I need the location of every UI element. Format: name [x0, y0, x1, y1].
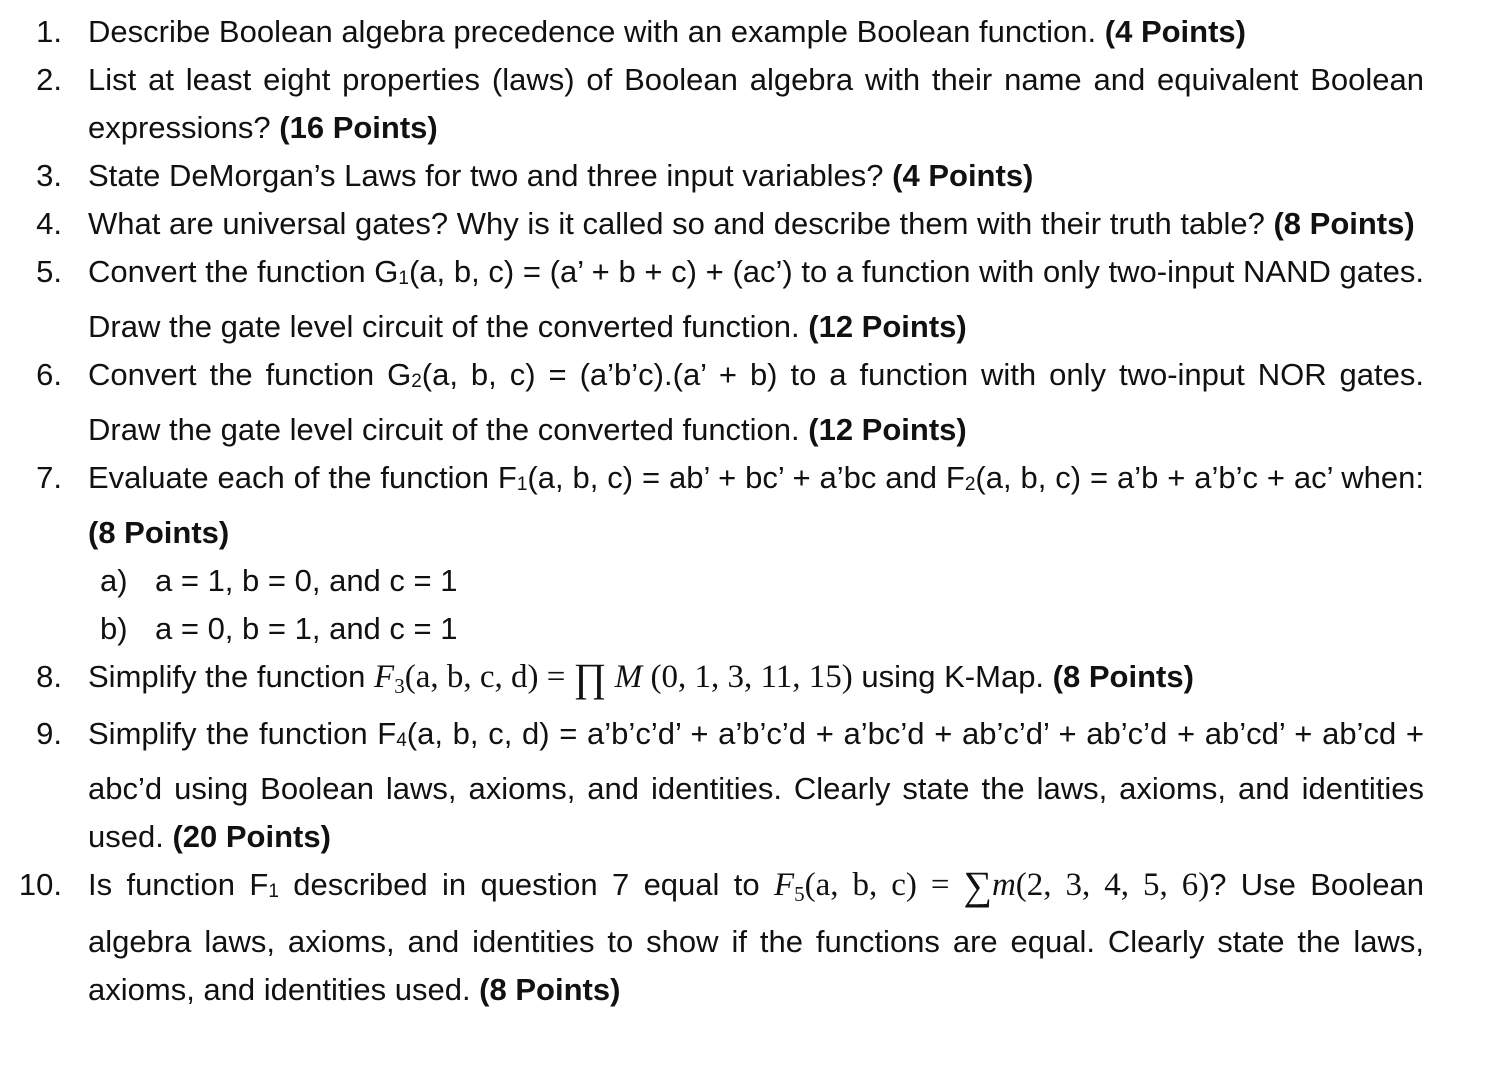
question-number: 4. [36, 206, 62, 241]
math-expression: 5 [794, 882, 805, 906]
question-list [0, 8, 1424, 1014]
question-2 [0, 56, 1424, 152]
question-9 [0, 710, 1424, 861]
question-number: 5. [36, 254, 62, 289]
math-expression: (a, b, c) = [804, 867, 964, 903]
sub-question-label: b) [100, 611, 128, 646]
question-6 [0, 351, 1424, 454]
question-number: 2. [36, 62, 62, 97]
math-expression: ∏ [573, 655, 607, 700]
math-expression: (0, 1, 3, 11, 15) [650, 659, 853, 695]
question-number: 10. [18, 867, 62, 902]
points-label: (8 Points) [88, 515, 230, 550]
question-text: Convert the function G [88, 254, 399, 289]
points-label: (8 Points) [1273, 206, 1415, 241]
math-expression: M [606, 659, 651, 695]
question-text: Is function F [88, 867, 269, 902]
points-label: (20 Points) [172, 819, 331, 854]
question-1 [0, 8, 1424, 56]
question-number: 8. [36, 659, 62, 694]
question-5 [0, 248, 1424, 351]
question-text: (a, b, c) = (a’ + b + c) + (ac’) to a function with only two-input NAND gates. Draw the gate level circuit of the converted function. [88, 254, 1424, 344]
question-text: using K-Map. [852, 659, 1053, 694]
question-text: List at least eight properties (laws) of Boolean algebra with their name and equivalent Boolean expressions? [88, 62, 1424, 145]
sub-question-a [0, 557, 1424, 605]
question-8 [0, 653, 1424, 710]
subscript: 1 [268, 881, 279, 902]
points-label: (8 Points) [1052, 659, 1194, 694]
math-expression: (2, 3, 4, 5, 6) [1015, 867, 1210, 903]
sub-question-label: a) [100, 563, 128, 598]
math-expression: ∑ [963, 863, 992, 908]
question-number: 7. [36, 460, 62, 495]
points-label: (12 Points) [808, 412, 967, 447]
points-label: (16 Points) [279, 110, 438, 145]
math-expression: 3 [394, 674, 405, 698]
subscript: 2 [411, 371, 422, 392]
question-4 [0, 200, 1424, 248]
question-text: (a, b, c) = a’b + a’b’c + ac’ when: [975, 460, 1424, 495]
question-text: Convert the function G [88, 357, 412, 392]
points-label: (12 Points) [808, 309, 967, 344]
subscript: 4 [396, 730, 407, 751]
question-text: State DeMorgan’s Laws for two and three input variables? [88, 158, 893, 193]
math-expression: F [374, 659, 395, 695]
question-number: 6. [36, 357, 62, 392]
question-text: ? Use Boolean algebra laws, axioms, and identities to show if the functions are equal. Clearly state the laws, axioms, and identities used. [88, 867, 1425, 1007]
question-text: (a, b, c) = (a’b’c).(a’ + b) to a function with only two-input NOR gates. Draw the gate level circuit of the converted function. [88, 357, 1424, 447]
points-label: (4 Points) [1104, 14, 1246, 49]
question-text: Simplify the function F [88, 716, 397, 751]
points-label: (8 Points) [479, 972, 621, 1007]
subscript: 2 [964, 474, 976, 495]
question-text: Evaluate each of the function F [88, 460, 517, 495]
question-text: Describe Boolean algebra precedence with an example Boolean function. [88, 14, 1105, 49]
question-text: What are universal gates? Why is it called so and describe them with their truth table? [88, 206, 1274, 241]
math-expression: (a, b, c, d) = [404, 659, 574, 695]
question-text: Simplify the function [88, 659, 375, 694]
subscript: 1 [398, 268, 409, 289]
question-number: 1. [36, 14, 62, 49]
question-number: 3. [36, 158, 62, 193]
question-text: (a, b, c, d) = a’b’c’d’ + a’b’c’d + a’bc’d + ab’c’d’ + ab’c’d + ab’cd’ + ab’cd + abc’d using Boolean laws, axioms, and identities. Clearly state the laws, axioms, and identities used. [88, 716, 1424, 854]
sub-question-b [0, 605, 1424, 653]
question-text: described in question 7 equal to [278, 867, 774, 902]
question-3 [0, 152, 1424, 200]
points-label: (4 Points) [892, 158, 1034, 193]
question-7 [0, 454, 1424, 557]
subscript: 1 [516, 474, 528, 495]
math-expression: m [991, 867, 1016, 903]
sub-question-text: a = 1, b = 0, and c = 1 [155, 563, 458, 598]
question-text: (a, b, c) = ab’ + bc’ + a’bc and F [527, 460, 965, 495]
math-expression: F [773, 867, 795, 903]
question-number: 9. [36, 716, 62, 751]
question-10 [0, 861, 1424, 1014]
sub-question-text: a = 0, b = 1, and c = 1 [155, 611, 458, 646]
